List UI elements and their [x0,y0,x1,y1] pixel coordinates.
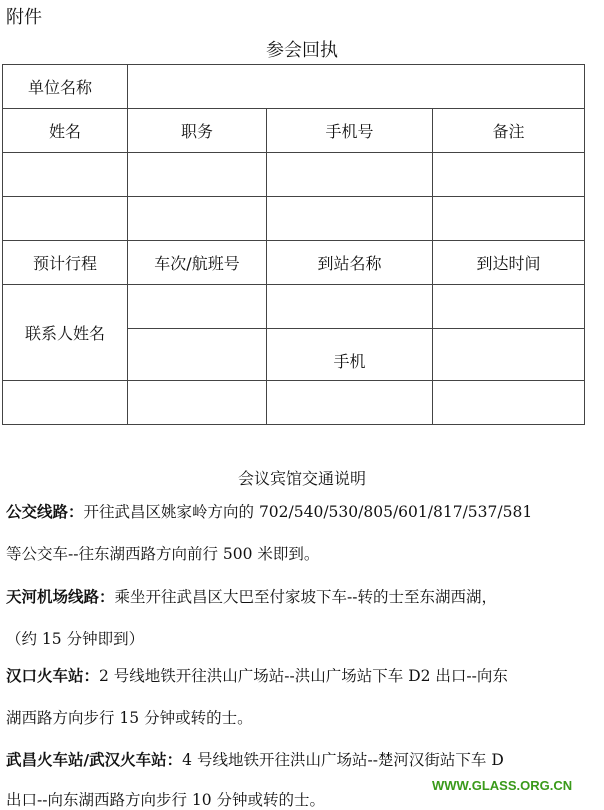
route-text: 开往武昌区姚家岭方向的 702/540/530/805/601/817/537/581 [83,503,533,521]
cell[interactable] [267,153,433,197]
table-row [3,153,585,197]
route-text: 2 号线地铁开往洪山广场站--洪山广场站下车 D2 出口--向东 [99,667,508,685]
header-cell: 车次/航班号 [128,241,267,285]
table-row [3,241,585,285]
route-text: 湖西路方向步行 15 分钟或转的士。 [6,709,253,727]
route-label: 武昌火车站/武汉火车站： [6,751,183,769]
header-cell: 到达时间 [433,241,585,285]
cell[interactable] [128,153,267,197]
unit-name-label: 单位名称 [3,65,128,109]
route-line [6,585,497,607]
route-text: 4 号线地铁开往洪山广场站--楚河汉街站下车 D [182,751,504,769]
cell[interactable] [3,381,128,425]
header-cell: 备注 [433,109,585,153]
reply-form-table [2,64,585,425]
route-text: （约 15 分钟即到） [6,630,145,648]
table-row [3,381,585,425]
route-line [6,748,504,770]
cell[interactable] [3,197,128,241]
cell[interactable] [267,381,433,425]
route-text: 等公交车--往东湖西路方向前行 500 米即到。 [6,545,320,563]
route-text: 出口--向东湖西路方向步行 10 分钟或转的士。 [6,791,326,809]
route-line [6,664,508,686]
cell[interactable] [433,381,585,425]
contact-name-label: 联系人姓名 [3,285,128,381]
attachment-label: 附件 [6,7,42,28]
cell[interactable] [128,197,267,241]
cell[interactable] [128,329,267,381]
header-cell: 姓名 [3,109,128,153]
header-cell: 手机号 [267,109,433,153]
cell[interactable] [3,153,128,197]
form-title: 参会回执 [266,40,338,61]
table-row [3,197,585,241]
header-cell: 到站名称 [267,241,433,285]
itinerary-label: 预计行程 [3,241,128,285]
cell[interactable] [267,197,433,241]
route-line [6,500,532,522]
unit-name-field[interactable] [128,65,585,109]
cell[interactable] [433,285,585,329]
table-row [3,65,585,109]
cell[interactable] [267,285,433,329]
table-row [3,109,585,153]
cell[interactable] [433,153,585,197]
cell[interactable] [433,197,585,241]
route-label: 汉口火车站： [6,667,100,685]
mobile-label: 手机 [267,329,433,381]
table-row [3,285,585,329]
route-label: 公交线路： [6,503,84,521]
watermark: WWW.GLASS.ORG.CN [432,778,573,793]
header-cell: 职务 [128,109,267,153]
cell[interactable] [128,285,267,329]
cell[interactable] [433,329,585,381]
transport-title: 会议宾馆交通说明 [237,469,366,488]
route-text: 乘坐开往武昌区大巴至付家坡下车--转的士至东湖西湖， [114,588,497,606]
cell[interactable] [128,381,267,425]
route-label: 天河机场线路： [6,588,115,606]
